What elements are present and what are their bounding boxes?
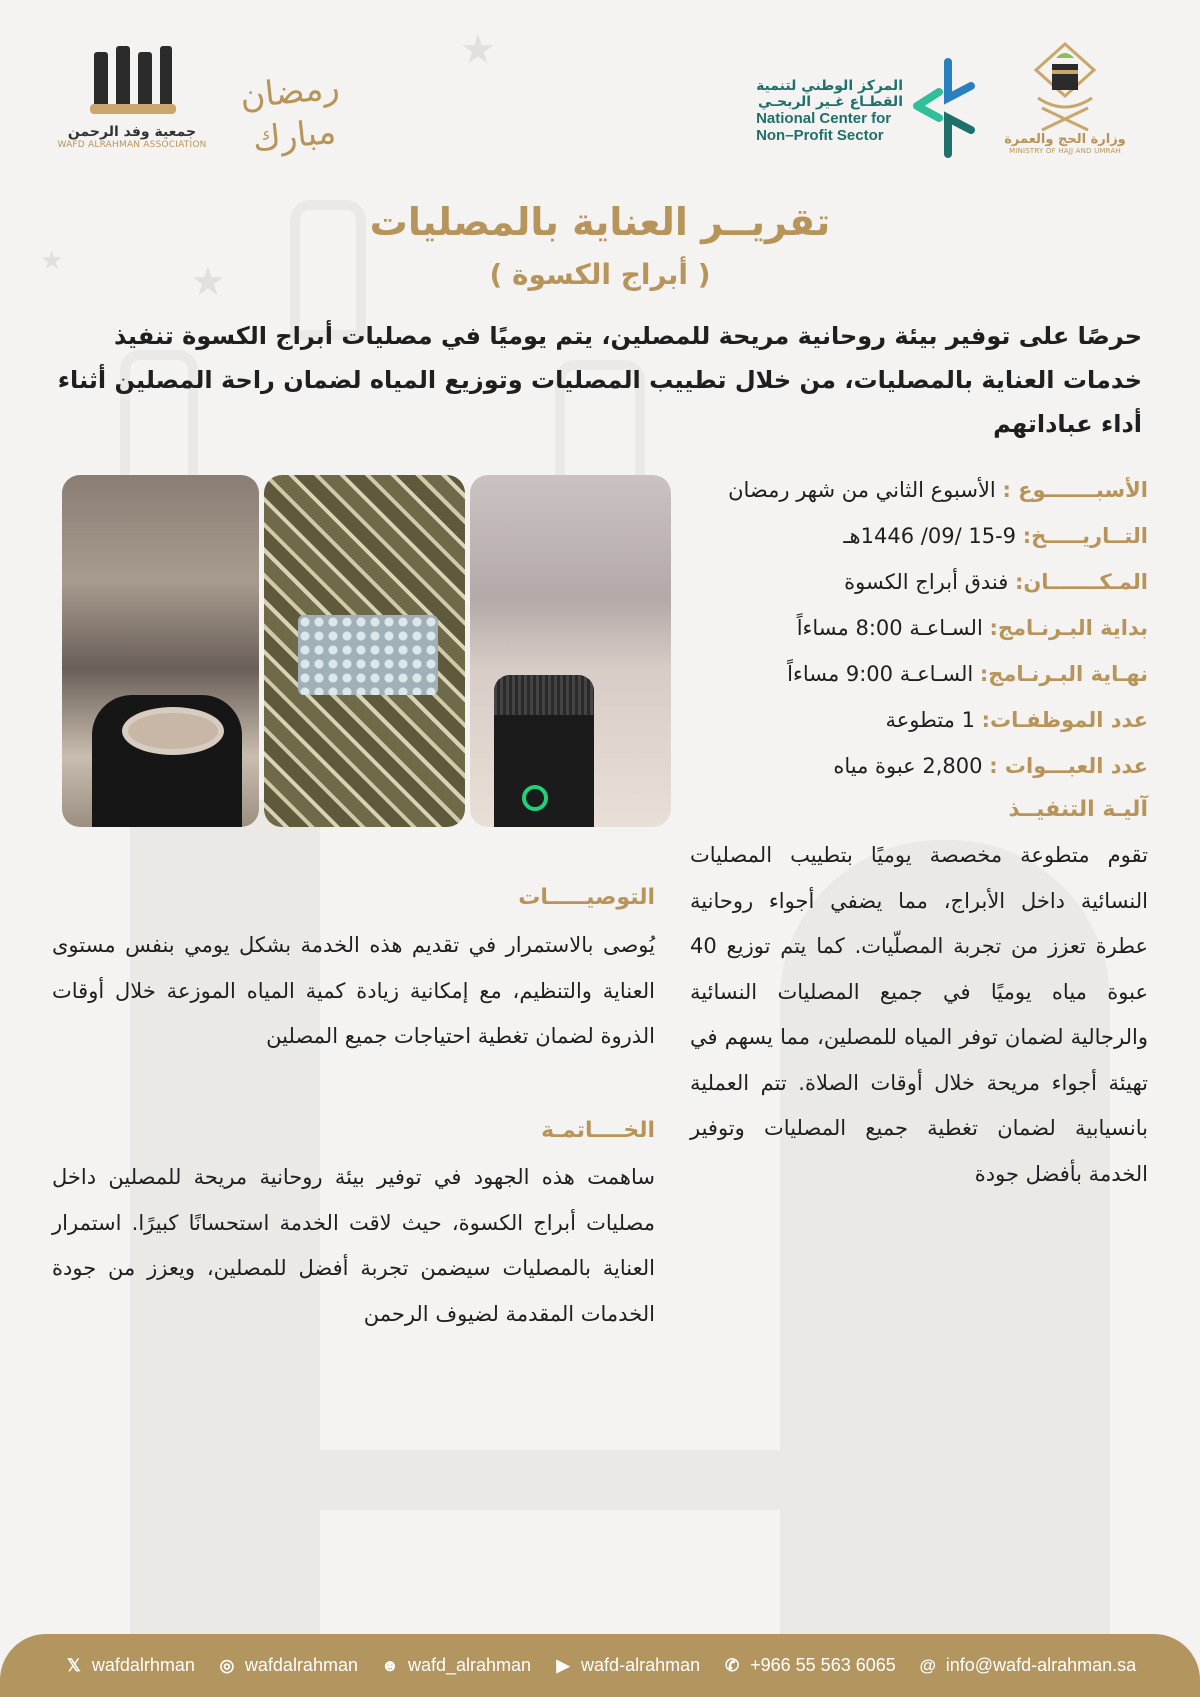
ncnp-text <box>756 78 903 144</box>
footer-contact-bar <box>0 1634 1200 1697</box>
background-star: ★ <box>40 246 64 276</box>
conclusion-text: ساهمت هذه الجهود في توفير بيئة روحانية مريحة للمصلين داخل مصليات أبراج الكسوة، حيث لاقت الخدمة استحسانًا كبيرًا. استمرار العناية بالمصليات سيضمن تجربة أفضل للمصلين، ويعزز من جودة الخدمات المقدمة لضيوف الرحمن <box>52 1165 655 1326</box>
info-row-date <box>690 513 1148 559</box>
ncnp-ar-line2: القطـاع غـير الربحـي <box>758 94 903 110</box>
email-icon: @ <box>919 1655 937 1675</box>
info-value: 2,800 عبوة مياه <box>833 754 983 778</box>
wafd-logo-ar: جمعية وفد الرحمن <box>67 124 197 140</box>
info-label: نهـاية البـرنـامج: <box>979 662 1148 686</box>
report-title: تقريــر العناية بالمصليات <box>369 200 831 244</box>
ncnp-ar-line1: المركز الوطني لتنمية <box>756 78 903 94</box>
mechanism-text: تقوم متطوعة مخصصة يوميًا بتطييب المصليات النسائية داخل الأبراج، مما يضفي أجواء روحانية عطرة تعزز من تجربة المصلّيات. كما يتم توزيع 40 عبوة مياه يوميًا في جميع المصليات النسائية والرجالية لضمان توفر المياه للمصلين، مما يسهم في تهيئة أجواء مريحة خلال أوقات الصلاة. تتم العملية بانسيابية لضمان تغطية جميع المصليات وتوفير الخدمة بأفضل جودة <box>690 843 1148 1186</box>
footer-instagram-handle: wafdalrahman <box>244 1655 358 1675</box>
ramadan-mubarak-logo <box>222 50 362 160</box>
mechanism-heading: آليـة التنفيــذ <box>1008 797 1148 822</box>
info-label: التــاريـــــخ: <box>1022 524 1148 548</box>
diffuser-device-shape <box>494 675 594 827</box>
info-label: عدد العبـــوات : <box>989 754 1148 778</box>
footer-x-link[interactable] <box>64 1655 195 1676</box>
info-row-end <box>690 651 1148 697</box>
conclusion-heading: الخــــاتمـة <box>541 1118 655 1143</box>
info-value: 9-15 /09/ 1446هـ <box>843 524 1017 548</box>
info-label: الأسبـــــــوع : <box>1002 478 1148 502</box>
wafd-logo-en: WAFD ALRAHMAN ASSOCIATION <box>57 140 207 150</box>
recommendations-heading: التوصيـــــات <box>518 885 655 910</box>
background-shape-mid <box>320 1450 780 1510</box>
ncnp-en-line2: Non–Profit Sector <box>756 127 884 144</box>
info-row-start <box>690 605 1148 651</box>
info-label: عدد الموظفـات: <box>981 708 1148 732</box>
footer-snapchat-handle: wafd_alrahman <box>407 1655 532 1675</box>
info-row-staff <box>690 697 1148 743</box>
photo-water-bottles-carpet <box>264 475 465 827</box>
info-row-week <box>690 467 1148 513</box>
wafd-emblem-icon <box>82 42 182 120</box>
intro-paragraph: حرصًا على توفير بيئة روحانية مريحة للمصلين، يتم يوميًا في مصليات أبراج الكسوة تنفيذ خدمات العناية بالمصليات، من خلال تطييب المصليات وتوزيع المياه لضمان راحة المصلين أثناء أداء عباداتهم <box>57 322 1142 438</box>
hajj-logo-en: MINISTRY OF HAJJ AND UMRAH <box>1009 147 1121 155</box>
snapchat-icon: ☻ <box>381 1655 399 1675</box>
kaaba-icon <box>1028 40 1102 132</box>
report-details <box>690 467 1148 789</box>
background-star: ★ <box>190 259 226 305</box>
footer-youtube-link[interactable] <box>553 1655 700 1676</box>
x-icon: 𝕏 <box>66 1655 81 1675</box>
incense-device-shape <box>92 695 242 827</box>
footer-whatsapp-link[interactable] <box>722 1655 896 1676</box>
recommendations-text: يُوصى بالاستمرار في تقديم هذه الخدمة بشكل يومي بنفس مستوى العناية والتنظيم، مع إمكانية زيادة كمية المياه الموزعة خلال أوقات الذروة لضمان تغطية احتياجات جميع المصلين <box>52 933 655 1048</box>
info-value: 1 متطوعة <box>885 708 975 732</box>
water-bottles-shape <box>298 615 438 695</box>
ministry-hajj-logo <box>1000 40 1130 155</box>
ncnp-symbol-icon <box>913 58 983 158</box>
info-row-location <box>690 559 1148 605</box>
footer-snapchat-link[interactable] <box>380 1655 531 1676</box>
footer-x-handle: wafdalrhman <box>91 1655 195 1675</box>
youtube-icon: ▶ <box>556 1655 570 1675</box>
info-label: المـكـــــــان: <box>1014 570 1148 594</box>
info-label: بداية البـرنـامج: <box>989 616 1148 640</box>
info-row-bottles <box>690 743 1148 789</box>
ramadan-calligraphy: رمضان مبارك <box>238 67 342 161</box>
info-value: الأسبوع الثاني من شهر رمضان <box>728 478 996 502</box>
background-star: ★ <box>460 27 496 73</box>
wafd-alrahman-logo <box>52 42 212 150</box>
photo-diffuser-prayer-room <box>470 475 671 827</box>
ncnp-en-line1: National Center for <box>756 110 892 127</box>
ncnp-logo <box>748 58 983 168</box>
footer-email: info@wafd-alrahman.sa <box>945 1655 1137 1675</box>
report-subtitle: ( أبراج الكسوة ) <box>489 258 711 291</box>
photo-incense-device-hall <box>62 475 259 827</box>
hajj-logo-ar: وزارة الحج والعمرة <box>1004 132 1126 147</box>
whatsapp-icon: ✆ <box>724 1655 740 1675</box>
footer-youtube-handle: wafd-alrahman <box>581 1655 701 1675</box>
info-value: السـاعـة 9:00 مساءاً <box>787 662 974 686</box>
footer-instagram-link[interactable] <box>217 1655 358 1676</box>
footer-email-link[interactable] <box>918 1655 1136 1676</box>
footer-phone: +966 55 563 6065 <box>750 1655 896 1675</box>
info-value: السـاعـة 8:00 مساءاً <box>796 616 983 640</box>
info-value: فندق أبراج الكسوة <box>844 570 1009 594</box>
instagram-icon: ◎ <box>219 1655 235 1675</box>
